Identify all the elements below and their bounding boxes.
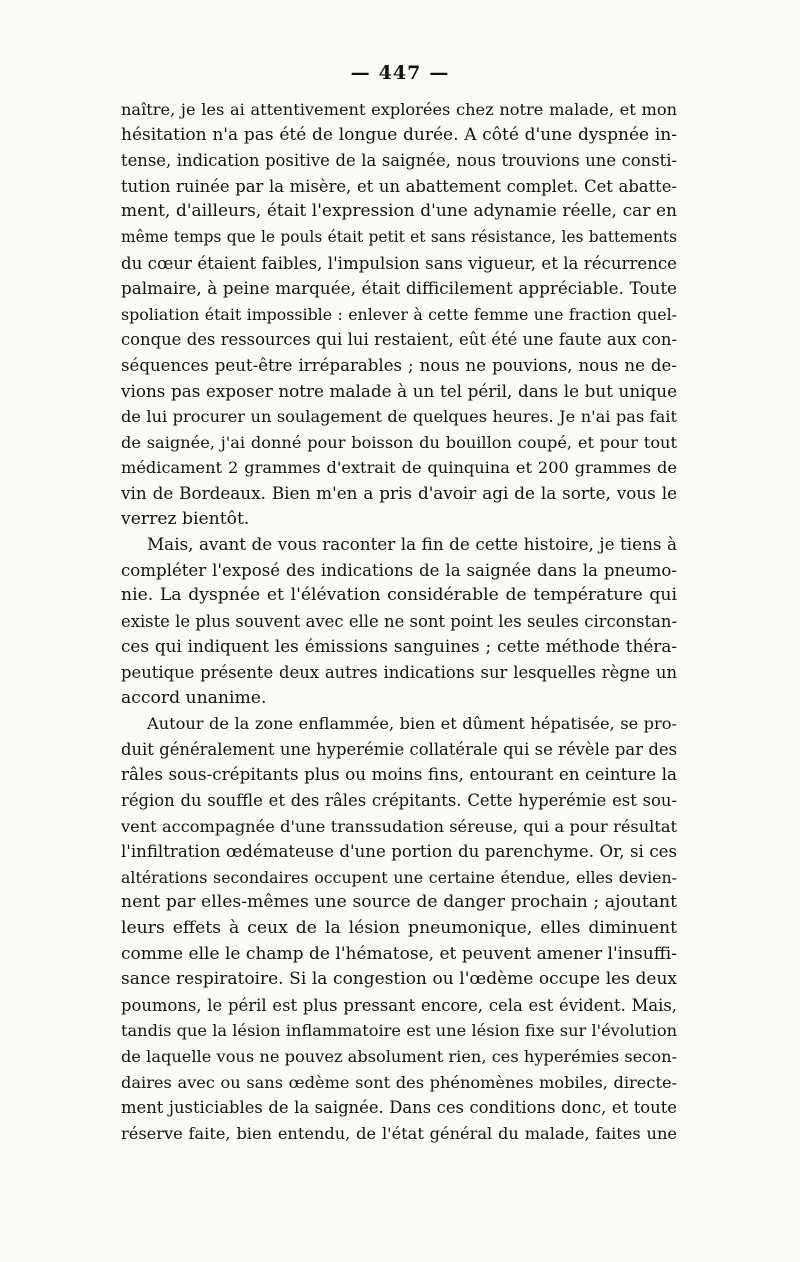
header-dash-left: — [350, 62, 371, 84]
text-line: Autour de la zone enflammée, bien et dûment hépatisée, se pro- [147, 714, 677, 734]
text-line: nent par elles-mêmes une source de danger prochain ; ajoutant [121, 892, 677, 913]
text-line: compléter l'exposé des indications de la saignée dans la pneumo- [121, 560, 677, 580]
body-text [121, 97, 677, 1146]
text-line: Mais, avant de vous raconter la fin de cette histoire, je tiens à [147, 534, 677, 555]
paragraph-3 [121, 711, 677, 1146]
text-line: verrez bientôt. [121, 508, 250, 529]
text-line: du cœur étaient faibles, l'impulsion sans vigueur, et la récurrence [121, 253, 677, 273]
text-line: de lui procurer un soulagement de quelques heures. Je n'ai pas fait [121, 407, 677, 427]
text-line: existe le plus souvent avec elle ne sont point les seules circonstan- [121, 611, 677, 631]
text-line: réserve faite, bien entendu, de l'état général du malade, faites une [121, 1123, 677, 1143]
text-line: tense, indication positive de la saignée, nous trouvions une consti- [121, 151, 677, 171]
page-header [0, 62, 800, 84]
text-line: duit généralement une hyperémie collatérale qui se révèle par des [121, 739, 677, 759]
text-line: palmaire, à peine marquée, était difficilement appréciable. Toute [121, 278, 677, 299]
text-line: râles sous-crépitants plus ou moins fins, entourant en ceinture la [121, 764, 677, 785]
text-line: séquences peut-être irréparables ; nous ne pouvions, nous ne de- [121, 355, 677, 375]
header-dash-right: — [429, 62, 450, 84]
text-line: naître, je les ai attentivement explorées chez notre malade, et mon [121, 100, 677, 119]
text-line: de laquelle vous ne pouvez absolument rien, ces hyperémies secon- [121, 1046, 677, 1066]
text-line: région du souffle et des râles crépitants. Cette hyperémie est sou- [121, 791, 677, 811]
text-line: hésitation n'a pas été de longue durée. A côté d'une dyspnée in- [121, 124, 677, 145]
text-line: daires avec ou sans œdème sont des phénomènes mobiles, directe- [121, 1072, 677, 1092]
text-line: vions pas exposer notre malade à un tel péril, dans le but unique [121, 380, 677, 401]
text-line: de saignée, j'ai donné pour boisson du bouillon coupé, et pour tout [121, 432, 677, 452]
text-line: conque des ressources qui lui restaient, eût été une faute aux con- [121, 330, 677, 350]
text-line: tution ruinée par la misère, et un abattement complet. Cet abatte- [121, 176, 677, 196]
paragraph-1 [121, 97, 677, 532]
page-number: 447 [378, 62, 422, 84]
text-line: l'infiltration œdémateuse d'une portion du parenchyme. Or, si ces [121, 842, 677, 862]
text-line: sance respiratoire. Si la congestion ou l'œdème occupe les deux [121, 969, 677, 990]
text-line: ces qui indiquent les émissions sanguines ; cette méthode théra- [121, 636, 677, 657]
paragraph-2 [121, 532, 677, 711]
text-line: ment, d'ailleurs, était l'expression d'une adynamie réelle, car en [121, 201, 677, 222]
text-line: leurs effets à ceux de la lésion pneumonique, elles diminuent [121, 918, 677, 938]
text-line: ment justiciables de la saignée. Dans ces conditions donc, et toute [121, 1098, 677, 1118]
text-line: peutique présente deux autres indications sur lesquelles règne un [121, 663, 677, 683]
text-line: nie. La dyspnée et l'élévation considérable de température qui [121, 585, 677, 606]
text-line: vin de Bordeaux. Bien m'en a pris d'avoir agi de la sorte, vous le [121, 482, 677, 503]
text-line: comme elle le champ de l'hématose, et peuvent amener l'insuffi- [121, 943, 677, 964]
text-line: poumons, le péril est plus pressant encore, cela est évident. Mais, [121, 995, 677, 1015]
text-line: accord unanime. [121, 687, 267, 708]
text-line: même temps que le pouls était petit et sans résistance, les battements [121, 227, 677, 246]
text-line: tandis que la lésion inflammatoire est une lésion fixe sur l'évolution [121, 1021, 677, 1041]
text-line: spoliation était impossible : enlever à cette femme une fraction quel- [121, 304, 677, 324]
text-line: vent accompagnée d'une transsudation séreuse, qui a pour résultat [121, 816, 677, 836]
text-line: altérations secondaires occupent une certaine étendue, elles devien- [121, 867, 677, 887]
text-line: médicament 2 grammes d'extrait de quinquina et 200 grammes de [121, 458, 677, 478]
